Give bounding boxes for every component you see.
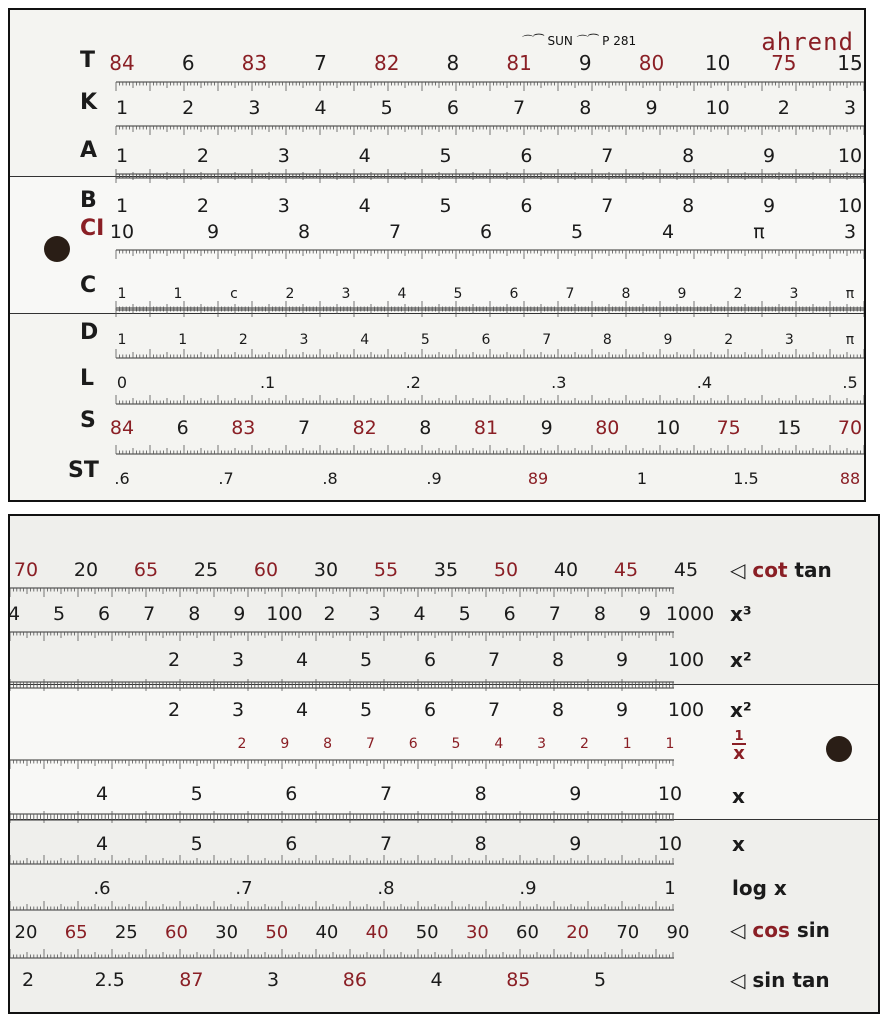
top-row-4-num-2: 8 [297, 221, 311, 243]
top-row-5-num-1: 1 [173, 286, 183, 302]
bottom-row-1-num-13: 8 [593, 603, 606, 625]
top-ruler-9 [116, 445, 866, 454]
top-row-4-num-8: 3 [843, 221, 857, 243]
top-row-2-num-8: 9 [763, 145, 776, 167]
scale-label-c: C [80, 273, 97, 298]
scale-label-ci: CI [80, 216, 105, 241]
top-row-6-num-7: 7 [542, 332, 552, 348]
bottom-row-9-num-7: 5 [593, 969, 607, 991]
bottom-row-9-num-6: 85 [506, 969, 531, 991]
top-ruler-4 [116, 250, 866, 259]
top-row-4-num-3: 7 [388, 221, 402, 243]
scale-label-l: L [80, 366, 95, 391]
label-cot: cot [752, 558, 788, 582]
bottom-row-3-num-8: 100 [667, 699, 705, 721]
bottom-row-5-num-1: 5 [190, 783, 203, 805]
top-row-9-num-4: 89 [527, 469, 549, 488]
bottom-row-1-num-9: 4 [413, 603, 426, 625]
top-row-2-num-3: 4 [358, 145, 371, 167]
bottom-row-6-num-2: 6 [285, 833, 298, 855]
bottom-row-8-num-1: 65 [64, 922, 88, 943]
bottom-row-1-num-0: 4 [7, 603, 21, 625]
bottom-row-8-num-11: 20 [566, 922, 590, 943]
top-row-3-num-5: 6 [520, 195, 533, 217]
top-row-2-num-5: 6 [520, 145, 533, 167]
top-row-4-num-0: 10 [109, 221, 135, 243]
top-row-8-num-2: 83 [231, 417, 256, 439]
top-row-8-num-6: 81 [473, 417, 499, 439]
label-tan: tan [794, 558, 832, 582]
bottom-row-5-num-3: 7 [379, 783, 393, 805]
top-ruler-7 [116, 349, 866, 358]
bottom-row-4-num-8: 2 [579, 736, 589, 752]
top-row-0-num-3: 7 [314, 51, 327, 75]
top-row-5-num-2: c [230, 286, 238, 302]
top-row-9-num-1: .7 [218, 469, 234, 488]
cursor-arrow-icon: ◁ [730, 918, 746, 942]
bottom-row-2-num-7: 9 [615, 649, 629, 671]
bottom-row-5-num-5: 9 [569, 783, 582, 805]
bottom-row-2-num-5: 7 [487, 649, 501, 671]
bottom-row-2-num-4: 6 [423, 649, 437, 671]
scale-label-a: A [80, 138, 98, 163]
bottom-row-6-num-3: 7 [379, 833, 393, 855]
top-row-6-num-3: 3 [299, 332, 309, 348]
bottom-row-3-num-5: 7 [487, 699, 501, 721]
top-row-5-num-8: 7 [565, 286, 575, 302]
scale-label-k: K [80, 90, 98, 115]
bottom-row-0-num-1: 20 [73, 559, 99, 581]
top-row-1-num-6: 7 [513, 97, 526, 119]
top-row-0-num-8: 80 [638, 51, 665, 75]
sun-logo: ⌒⁀ SUN ⌒⁀ P 281 [522, 34, 637, 48]
top-ruler-0 [116, 82, 866, 91]
bottom-row-6-num-0: 4 [95, 833, 109, 855]
top-row-1-num-7: 8 [579, 97, 592, 119]
slide-rule-front-top [8, 8, 866, 502]
bottom-ruler-9 [10, 949, 674, 958]
bottom-row-0-num-6: 55 [373, 559, 399, 581]
top-row-5-num-3: 2 [285, 286, 295, 302]
top-row-5-num-0: 1 [117, 286, 127, 302]
bottom-ruler-4 [10, 760, 674, 769]
bottom-row-5-num-2: 6 [285, 783, 298, 805]
top-row-1-num-9: 10 [705, 97, 730, 119]
top-row-2-num-1: 2 [196, 145, 209, 167]
bottom-row-3-num-2: 4 [295, 699, 309, 721]
top-row-9-num-7: 88 [839, 469, 861, 488]
bottom-row-4-num-3: 7 [365, 736, 375, 752]
top-row-6-num-1: 1 [178, 332, 188, 348]
bottom-row-1-num-10: 5 [458, 603, 471, 625]
bottom-ruler-7 [10, 855, 674, 864]
label-reciprocal-den: x [733, 743, 745, 764]
label-x-cubed: x³ [730, 602, 752, 626]
bottom-row-3-num-7: 9 [615, 699, 629, 721]
label-x-upper: x [732, 784, 745, 808]
bottom-row-0-num-11: 45 [673, 559, 699, 581]
bottom-row-8-num-6: 40 [315, 922, 339, 943]
bottom-row-8-num-8: 50 [415, 922, 439, 943]
top-row-6-num-10: 2 [724, 332, 734, 348]
top-row-8-num-10: 75 [716, 417, 741, 439]
bottom-row-3-num-4: 6 [423, 699, 437, 721]
bottom-row-8-num-10: 60 [516, 922, 539, 943]
top-ruler-8 [116, 395, 866, 404]
top-row-0-num-7: 9 [578, 51, 592, 75]
top-row-0-num-5: 8 [446, 51, 460, 75]
bottom-row-4-num-9: 1 [622, 736, 632, 752]
bottom-row-4-num-0: 2 [237, 736, 247, 752]
top-row-5-num-13: π [845, 286, 855, 302]
bottom-row-5-num-6: 10 [657, 783, 683, 805]
top-row-0-num-11: 15 [837, 51, 863, 75]
top-row-1-num-4: 5 [380, 97, 393, 119]
bottom-row-9-num-2: 87 [179, 969, 204, 991]
top-row-3-num-3: 4 [358, 195, 371, 217]
top-row-0-num-1: 6 [181, 51, 195, 75]
top-row-6-num-9: 9 [663, 332, 673, 348]
top-row-8-num-7: 9 [540, 417, 553, 439]
bottom-row-8-num-7: 40 [365, 922, 389, 943]
top-row-6-num-2: 2 [238, 332, 248, 348]
bottom-row-3-num-6: 8 [551, 699, 565, 721]
top-row-9-num-5: 1 [636, 469, 648, 488]
top-row-3-num-2: 3 [277, 195, 290, 217]
top-row-9-num-3: .9 [426, 469, 442, 488]
top-row-5-num-11: 2 [733, 286, 743, 302]
top-row-7-num-2: .2 [405, 373, 421, 392]
bottom-row-7-num-1: .7 [235, 878, 253, 899]
bottom-row-8-num-0: 20 [14, 922, 38, 943]
label-x-lower: x [732, 832, 745, 856]
label-sin: sin [796, 918, 830, 942]
bottom-row-1-num-2: 6 [98, 603, 111, 625]
top-row-4-num-6: 4 [661, 221, 675, 243]
bottom-row-4-num-5: 5 [451, 736, 461, 752]
top-row-2-num-2: 3 [277, 145, 290, 167]
bottom-row-0-num-3: 25 [193, 559, 219, 581]
bottom-row-6-num-4: 8 [474, 833, 487, 855]
bottom-row-1-num-5: 9 [233, 603, 246, 625]
bottom-row-5-num-0: 4 [95, 783, 109, 805]
label-cos: cos [752, 918, 790, 942]
bottom-row-0-num-0: 70 [13, 559, 39, 581]
bottom-row-8-num-4: 30 [215, 922, 239, 943]
top-row-4-num-5: 5 [570, 221, 584, 243]
top-row-0-num-4: 82 [373, 51, 400, 75]
bottom-row-4-num-2: 8 [323, 736, 333, 752]
cursor-arrow-icon: ◁ [730, 558, 746, 582]
top-row-3-num-8: 9 [763, 195, 776, 217]
top-row-8-num-1: 6 [176, 417, 189, 439]
bottom-ruler-0 [10, 588, 674, 597]
bottom-row-6-num-6: 10 [657, 833, 683, 855]
top-row-2-num-9: 10 [837, 145, 863, 167]
bottom-row-2-num-8: 100 [667, 649, 705, 671]
bottom-scales-graphic [7, 516, 880, 1014]
top-ruler-1 [116, 126, 866, 135]
bottom-row-2-num-6: 8 [551, 649, 565, 671]
top-row-8-num-3: 7 [297, 417, 311, 439]
scale-label-b: B [80, 188, 97, 213]
top-row-3-num-7: 8 [682, 195, 695, 217]
bottom-row-0-num-10: 45 [613, 559, 639, 581]
cursor-arrow-icon: ◁ [730, 968, 746, 992]
top-row-8-num-4: 82 [352, 417, 377, 439]
bottom-row-0-num-7: 35 [433, 559, 459, 581]
top-row-1-num-3: 4 [314, 97, 327, 119]
top-row-0-num-0: 84 [109, 51, 135, 75]
top-row-5-num-4: 3 [341, 286, 351, 302]
top-row-7-num-4: .4 [696, 373, 713, 392]
top-row-8-num-9: 10 [655, 417, 681, 439]
scale-label-s: S [80, 408, 96, 433]
top-row-5-num-9: 8 [621, 286, 631, 302]
sun-label: SUN [547, 34, 573, 48]
top-row-6-num-11: 3 [784, 332, 794, 348]
top-row-6-num-5: 5 [420, 332, 430, 348]
bottom-row-1-num-6: 100 [266, 603, 303, 625]
bottom-row-7-num-3: .9 [519, 878, 537, 899]
bottom-row-8-num-2: 25 [114, 922, 138, 943]
top-row-0-num-10: 75 [771, 51, 797, 75]
top-scales-graphic [10, 10, 866, 502]
bottom-row-7-num-2: .8 [377, 878, 395, 899]
bottom-row-8-num-9: 30 [465, 922, 489, 943]
bottom-row-6-num-5: 9 [569, 833, 582, 855]
top-row-1-num-1: 2 [182, 97, 195, 119]
bottom-row-9-num-5: 4 [430, 969, 443, 991]
bottom-row-0-num-2: 65 [133, 559, 159, 581]
top-row-9-num-6: 1.5 [733, 469, 759, 488]
bottom-row-2-num-2: 4 [295, 649, 309, 671]
top-row-1-num-10: 2 [777, 97, 790, 119]
bottom-row-0-num-4: 60 [253, 559, 279, 581]
bottom-row-2-num-1: 3 [231, 649, 245, 671]
bottom-row-7-num-0: .6 [93, 878, 111, 899]
bottom-row-0-num-9: 40 [553, 559, 579, 581]
label-x-squared-lower: x² [730, 698, 752, 722]
bottom-row-2-num-3: 5 [359, 649, 373, 671]
top-row-5-num-12: 3 [789, 286, 799, 302]
top-row-2-num-7: 8 [682, 145, 695, 167]
top-row-3-num-1: 2 [196, 195, 209, 217]
bottom-row-4-num-10: 1 [665, 736, 675, 752]
top-row-5-num-10: 9 [677, 286, 687, 302]
top-row-3-num-0: 1 [115, 195, 129, 217]
bottom-row-9-num-1: 2.5 [94, 969, 125, 991]
bottom-row-2-num-0: 2 [167, 649, 181, 671]
bottom-row-6-num-1: 5 [190, 833, 203, 855]
bottom-row-1-num-7: 2 [323, 603, 336, 625]
top-row-3-num-9: 10 [837, 195, 863, 217]
bottom-row-0-num-8: 50 [493, 559, 519, 581]
top-row-5-num-6: 5 [453, 286, 463, 302]
top-row-2-num-0: 1 [115, 145, 129, 167]
top-row-1-num-8: 9 [645, 97, 658, 119]
top-row-9-num-2: .8 [322, 469, 338, 488]
top-row-6-num-12: π [845, 332, 855, 348]
top-row-8-num-12: 70 [837, 417, 863, 439]
label-x-squared-upper: x² [730, 648, 752, 672]
top-row-0-num-6: 81 [506, 51, 532, 75]
bottom-row-9-num-4: 86 [342, 969, 367, 991]
label-log-x: log x [732, 876, 787, 900]
top-row-3-num-4: 5 [439, 195, 452, 217]
top-row-8-num-0: 84 [109, 417, 135, 439]
top-row-7-num-0: 0 [116, 373, 128, 392]
top-row-1-num-11: 3 [843, 97, 857, 119]
bottom-row-0-num-5: 30 [313, 559, 339, 581]
bottom-row-1-num-3: 7 [143, 603, 156, 625]
top-row-8-num-8: 80 [595, 417, 620, 439]
bottom-row-4-num-6: 4 [494, 736, 504, 752]
scale-label-d: D [80, 320, 99, 345]
bottom-row-3-num-0: 2 [167, 699, 181, 721]
scale-label-st: ST [68, 458, 99, 483]
top-row-7-num-1: .1 [259, 373, 276, 392]
bottom-row-8-num-12: 70 [616, 922, 640, 943]
top-row-4-num-4: 6 [479, 221, 493, 243]
top-row-8-num-11: 15 [777, 417, 802, 439]
slide-rule-front-bottom [8, 514, 880, 1014]
top-row-5-num-5: 4 [397, 286, 407, 302]
top-row-4-num-1: 9 [206, 221, 220, 243]
bottom-row-1-num-1: 5 [53, 603, 66, 625]
top-row-6-num-8: 8 [602, 332, 612, 348]
bottom-row-9-num-3: 3 [267, 969, 280, 991]
model-number: P 281 [602, 34, 637, 48]
top-row-6-num-4: 4 [360, 332, 370, 348]
label-reciprocal-num: 1 [734, 729, 744, 744]
top-row-0-num-9: 10 [704, 51, 731, 75]
bottom-row-3-num-1: 3 [231, 699, 245, 721]
bottom-row-5-num-4: 8 [474, 783, 487, 805]
bottom-row-7-num-4: 1 [664, 878, 676, 899]
top-row-2-num-4: 5 [439, 145, 452, 167]
top-row-9-num-0: .6 [114, 469, 130, 488]
bottom-row-1-num-15: 1000 [665, 603, 715, 625]
top-row-2-num-6: 7 [601, 145, 614, 167]
bottom-row-4-num-4: 6 [408, 736, 418, 752]
top-row-6-num-6: 6 [481, 332, 491, 348]
bottom-row-1-num-12: 7 [548, 603, 561, 625]
bottom-ruler-1 [10, 632, 674, 641]
bottom-row-4-num-7: 3 [537, 736, 547, 752]
bottom-row-9-num-0: 2 [21, 969, 35, 991]
scale-label-t: T [80, 48, 96, 73]
top-row-1-num-2: 3 [248, 97, 261, 119]
bottom-row-8-num-5: 50 [265, 922, 289, 943]
top-row-7-num-3: .3 [551, 373, 567, 392]
bottom-row-1-num-11: 6 [503, 603, 516, 625]
top-row-5-num-7: 6 [509, 286, 519, 302]
bottom-row-1-num-4: 8 [188, 603, 201, 625]
bottom-row-4-num-1: 9 [280, 736, 290, 752]
bottom-row-1-num-14: 9 [638, 603, 651, 625]
brand-logo: ahrend [761, 28, 854, 56]
top-ruler-6 [116, 301, 866, 310]
label-sin-tan-text: sin tan [752, 968, 830, 992]
top-row-1-num-0: 1 [115, 97, 129, 119]
bottom-row-8-num-3: 60 [165, 922, 188, 943]
top-row-8-num-5: 8 [419, 417, 432, 439]
top-row-0-num-2: 83 [241, 51, 268, 75]
top-row-3-num-6: 7 [601, 195, 614, 217]
bottom-row-1-num-8: 3 [368, 603, 381, 625]
bottom-row-3-num-3: 5 [359, 699, 373, 721]
bottom-ruler-8 [10, 901, 674, 910]
top-row-1-num-5: 6 [446, 97, 459, 119]
top-row-4-num-7: π [753, 221, 765, 243]
top-row-6-num-0: 1 [117, 332, 127, 348]
bottom-row-8-num-13: 90 [666, 922, 690, 943]
top-row-7-num-5: .5 [842, 373, 858, 392]
